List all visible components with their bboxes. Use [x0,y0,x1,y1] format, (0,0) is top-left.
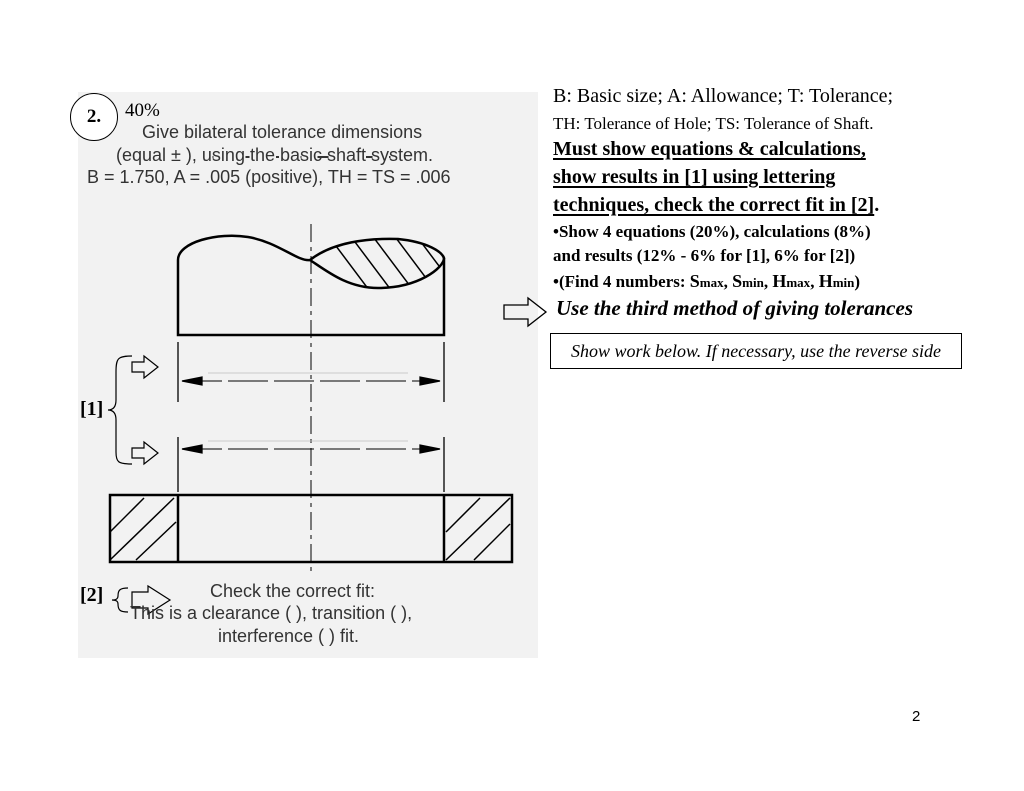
h-max-letter: H [772,271,787,291]
fit-check-line-3: interference ( ) fit. [218,626,360,646]
show-work-text: Show work below. If necessary, use the reverse side [571,340,941,361]
task-line-1: Give bilateral tolerance dimensions [142,122,423,142]
definitions-line-1: B: Basic size; A: Allowance; T: Tolerance; [553,85,894,107]
task-line-2 [116,145,433,166]
basic-shaft-system-text: using the basic shaft system [201,145,429,165]
bullet-3-prefix: •(Find 4 numbers: [553,272,690,291]
requirement-line-1: Must show equations & calculations, [553,138,866,160]
fit-check-line-2: This is a clearance ( ), transition ( ), [130,603,413,623]
task-line-2-suffix: . [428,145,434,165]
s-min-letter: S [732,271,743,291]
label-1: [1] [80,398,104,420]
problem-weight: 40% [125,100,160,121]
task-line-2-prefix: (equal ± ), [116,145,202,165]
requirement-line-3 [553,194,879,217]
h-min-sub: min [832,275,855,290]
task-line-3: B = 1.750, A = .005 (positive), TH = TS = .006 [87,167,451,187]
page-number: 2 [912,708,921,725]
bullet-line-3 [553,271,860,292]
requirement-line-3-end: . [874,194,880,216]
comma-3: , [810,272,819,291]
bullet-line-1: •Show 4 equations (20%), calculations (8%) [553,222,871,241]
s-max-sub: max [699,275,724,290]
show-work-box [550,333,962,369]
bracket-1 [108,356,158,464]
requirement-line-3-text: techniques, check the correct fit in [2] [553,194,875,216]
right-arrow-icon [502,296,550,328]
h-max-sub: max [786,275,811,290]
label-2: [2] [80,584,104,606]
requirement-line-2: show results in [1] using lettering [553,166,836,188]
h-min-letter: H [818,271,833,291]
fit-check-line-1: Check the correct fit: [210,581,376,601]
problem-number-badge: 2. [70,93,118,141]
comma-1: , [723,272,733,291]
bullet-line-2: and results (12% - 6% for [1], 6% for [2]) [553,246,856,265]
definitions-line-2: TH: Tolerance of Hole; TS: Tolerance of Shaft. [553,114,874,133]
s-max-letter: S [689,271,700,291]
third-method-text: Use the third method of giving tolerances [556,296,913,320]
s-min-sub: min [742,275,764,290]
hatch-plate [110,498,510,560]
bullet-3-suffix: ) [854,272,861,291]
comma-2: , [763,272,773,291]
